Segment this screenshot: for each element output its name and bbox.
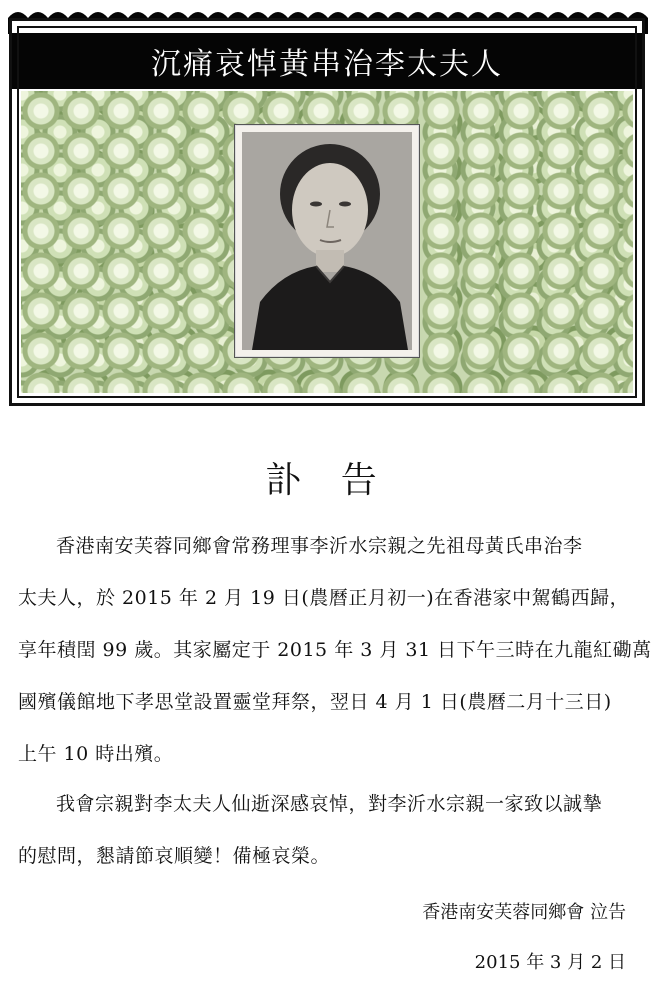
paragraph-line: 的慰問，懇請節哀順變！備極哀榮。 xyxy=(18,845,331,867)
paragraph-line: 香港南安芙蓉同鄉會常務理事李沂水宗親之先祖母黃氏串治李 xyxy=(56,535,583,557)
notice-paragraph-1 xyxy=(18,520,652,780)
signature: 香港南安芙蓉同鄉會 泣告 xyxy=(422,902,626,923)
portrait-mount xyxy=(234,124,420,358)
portrait-photo xyxy=(242,132,412,350)
paragraph-line: 享年積閏 99 歲。其家屬定于 2015 年 3 月 31 日下午三時在九龍紅磡萬 xyxy=(18,639,652,661)
paragraph-line: 上午 10 時出殯。 xyxy=(18,743,174,765)
memorial-frame xyxy=(9,18,645,406)
paragraph-line: 我會宗親對李太夫人仙逝深感哀悼，對李沂水宗親一家致以誠摯 xyxy=(56,793,603,815)
paragraph-line: 國殯儀館地下孝思堂設置靈堂拜祭，翌日 4 月 1 日(農曆二月十三日) xyxy=(18,691,612,713)
notice-date: 2015 年 3 月 2 日 xyxy=(474,952,626,973)
paragraph-line: 太夫人，於 2015 年 2 月 19 日(農曆正月初一)在香港家中駕鶴西歸， xyxy=(18,587,630,609)
banner-title: 沉痛哀悼黃串治李太夫人 xyxy=(151,47,503,82)
notice-heading: 訃 告 xyxy=(265,460,391,501)
notice-paragraph-2 xyxy=(18,778,652,882)
